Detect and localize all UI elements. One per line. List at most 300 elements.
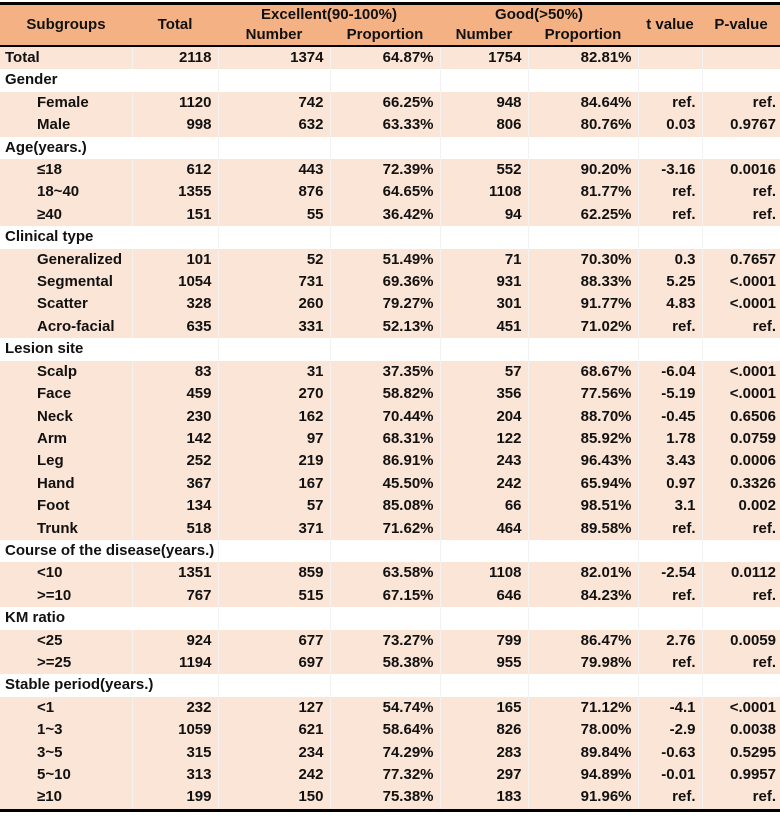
total-cell: 1355 xyxy=(132,181,218,203)
excellent-number-cell: 859 xyxy=(218,562,330,584)
excellent-proportion-cell: 58.64% xyxy=(330,719,440,741)
t-value-cell: -0.01 xyxy=(638,764,702,786)
total-cell: 101 xyxy=(132,249,218,271)
good-number-cell: 243 xyxy=(440,450,528,472)
table-row xyxy=(0,316,780,338)
p-value-cell: 0.9767 xyxy=(702,114,780,136)
p-value-cell: <.0001 xyxy=(702,383,780,405)
excellent-number-cell: 331 xyxy=(218,316,330,338)
excellent-number-cell: 270 xyxy=(218,383,330,405)
excellent-proportion-cell: 64.65% xyxy=(330,181,440,203)
good-proportion-cell: 88.70% xyxy=(528,406,638,428)
t-value-cell: 0.03 xyxy=(638,114,702,136)
good-number-cell: 66 xyxy=(440,495,528,517)
row-label: Leg xyxy=(37,452,64,470)
good-proportion-cell: 70.30% xyxy=(528,249,638,271)
good-proportion-cell: 79.98% xyxy=(528,652,638,674)
table-row xyxy=(0,562,780,584)
total-cell: 83 xyxy=(132,361,218,383)
p-value-cell: 0.7657 xyxy=(702,249,780,271)
p-value-cell: 0.002 xyxy=(702,495,780,517)
row-label: Generalized xyxy=(37,250,123,268)
excellent-proportion-cell: 58.38% xyxy=(330,652,440,674)
row-label: Scalp xyxy=(37,362,78,380)
excellent-proportion-cell: 68.31% xyxy=(330,428,440,450)
empty-cell xyxy=(330,338,440,360)
empty-cell xyxy=(218,540,330,562)
table-row xyxy=(0,159,780,181)
header-row-groups xyxy=(0,4,780,26)
excellent-number-cell: 876 xyxy=(218,181,330,203)
empty-cell xyxy=(440,69,528,91)
row-label: ≥40 xyxy=(37,205,62,223)
good-number-cell: 356 xyxy=(440,383,528,405)
good-number-cell: 165 xyxy=(440,697,528,719)
total-cell: 313 xyxy=(132,764,218,786)
total-cell: 635 xyxy=(132,316,218,338)
excellent-number-cell: 697 xyxy=(218,652,330,674)
empty-cell xyxy=(440,137,528,159)
good-proportion-cell: 94.89% xyxy=(528,764,638,786)
table-row xyxy=(0,92,780,114)
row-label: Arm xyxy=(37,429,68,447)
total-cell: 2118 xyxy=(132,46,218,69)
section-label: Course of the disease(years.) xyxy=(5,541,215,559)
col-header-subgroups: Subgroups xyxy=(0,4,132,47)
empty-cell xyxy=(638,540,702,562)
empty-cell xyxy=(528,137,638,159)
t-value-cell: ref. xyxy=(638,518,702,540)
excellent-number-cell: 242 xyxy=(218,764,330,786)
table-row xyxy=(0,114,780,136)
total-cell: 230 xyxy=(132,406,218,428)
total-cell: 1059 xyxy=(132,719,218,741)
p-value-cell: 0.0059 xyxy=(702,630,780,652)
empty-cell xyxy=(330,137,440,159)
empty-cell xyxy=(440,338,528,360)
t-value-cell: 4.83 xyxy=(638,293,702,315)
excellent-proportion-cell: 77.32% xyxy=(330,764,440,786)
t-value-cell: 0.97 xyxy=(638,473,702,495)
excellent-proportion-cell: 86.91% xyxy=(330,450,440,472)
table-row xyxy=(0,181,780,203)
row-label: 18~40 xyxy=(37,183,80,201)
row-label: Neck xyxy=(37,407,73,425)
excellent-number-cell: 52 xyxy=(218,249,330,271)
good-number-cell: 204 xyxy=(440,406,528,428)
t-value-cell: ref. xyxy=(638,585,702,607)
col-header-excellent-proportion: Proportion xyxy=(330,25,440,46)
good-proportion-cell: 89.58% xyxy=(528,518,638,540)
good-proportion-cell: 91.96% xyxy=(528,786,638,810)
empty-cell xyxy=(440,540,528,562)
excellent-number-cell: 219 xyxy=(218,450,330,472)
t-value-cell: ref. xyxy=(638,786,702,810)
excellent-number-cell: 677 xyxy=(218,630,330,652)
good-proportion-cell: 89.84% xyxy=(528,742,638,764)
row-label: Male xyxy=(37,116,71,134)
section-row xyxy=(0,226,780,248)
excellent-proportion-cell: 63.58% xyxy=(330,562,440,584)
p-value-cell: 0.0016 xyxy=(702,159,780,181)
t-value-cell: 0.3 xyxy=(638,249,702,271)
table-row xyxy=(0,46,780,69)
excellent-number-cell: 97 xyxy=(218,428,330,450)
excellent-proportion-cell: 64.87% xyxy=(330,46,440,69)
good-proportion-cell: 86.47% xyxy=(528,630,638,652)
total-cell: 315 xyxy=(132,742,218,764)
total-cell: 459 xyxy=(132,383,218,405)
empty-cell xyxy=(528,607,638,629)
excellent-number-cell: 234 xyxy=(218,742,330,764)
good-number-cell: 1108 xyxy=(440,562,528,584)
good-number-cell: 826 xyxy=(440,719,528,741)
excellent-proportion-cell: 58.82% xyxy=(330,383,440,405)
excellent-number-cell: 1374 xyxy=(218,46,330,69)
row-label: Acro-facial xyxy=(37,317,115,335)
excellent-proportion-cell: 51.49% xyxy=(330,249,440,271)
good-proportion-cell: 77.56% xyxy=(528,383,638,405)
t-value-cell: -5.19 xyxy=(638,383,702,405)
table-row xyxy=(0,383,780,405)
good-number-cell: 57 xyxy=(440,361,528,383)
empty-cell xyxy=(638,226,702,248)
t-value-cell: -4.1 xyxy=(638,697,702,719)
empty-cell xyxy=(218,338,330,360)
excellent-number-cell: 167 xyxy=(218,473,330,495)
table-row xyxy=(0,764,780,786)
empty-cell xyxy=(218,226,330,248)
total-cell: 142 xyxy=(132,428,218,450)
empty-cell xyxy=(702,674,780,696)
good-number-cell: 242 xyxy=(440,473,528,495)
good-number-cell: 183 xyxy=(440,786,528,810)
excellent-number-cell: 742 xyxy=(218,92,330,114)
col-header-good-group: Good(>50%) xyxy=(440,4,638,26)
excellent-proportion-cell: 36.42% xyxy=(330,204,440,226)
empty-cell xyxy=(638,137,702,159)
section-row xyxy=(0,69,780,91)
section-row xyxy=(0,607,780,629)
total-cell: 1120 xyxy=(132,92,218,114)
excellent-number-cell: 515 xyxy=(218,585,330,607)
excellent-proportion-cell: 37.35% xyxy=(330,361,440,383)
t-value-cell: 5.25 xyxy=(638,271,702,293)
p-value-cell xyxy=(702,46,780,69)
good-number-cell: 948 xyxy=(440,92,528,114)
p-value-cell: 0.5295 xyxy=(702,742,780,764)
empty-cell xyxy=(638,674,702,696)
t-value-cell: -6.04 xyxy=(638,361,702,383)
row-label: Trunk xyxy=(37,519,78,537)
t-value-cell: ref. xyxy=(638,181,702,203)
total-cell: 151 xyxy=(132,204,218,226)
empty-cell xyxy=(440,607,528,629)
total-cell: 924 xyxy=(132,630,218,652)
subgroup-results-table xyxy=(0,2,780,812)
row-label: 3~5 xyxy=(37,743,63,761)
col-header-good-proportion: Proportion xyxy=(528,25,638,46)
t-value-cell: 3.1 xyxy=(638,495,702,517)
excellent-proportion-cell: 79.27% xyxy=(330,293,440,315)
col-header-t-value: t value xyxy=(638,4,702,47)
excellent-proportion-cell: 70.44% xyxy=(330,406,440,428)
excellent-number-cell: 632 xyxy=(218,114,330,136)
table-row xyxy=(0,518,780,540)
empty-cell xyxy=(528,338,638,360)
t-value-cell: -0.63 xyxy=(638,742,702,764)
good-proportion-cell: 98.51% xyxy=(528,495,638,517)
p-value-cell: ref. xyxy=(702,585,780,607)
total-cell: 767 xyxy=(132,585,218,607)
good-proportion-cell: 71.12% xyxy=(528,697,638,719)
good-proportion-cell: 88.33% xyxy=(528,271,638,293)
p-value-cell: ref. xyxy=(702,181,780,203)
good-proportion-cell: 85.92% xyxy=(528,428,638,450)
row-label: <10 xyxy=(37,564,63,582)
empty-cell xyxy=(218,607,330,629)
total-cell: 1194 xyxy=(132,652,218,674)
table-row xyxy=(0,204,780,226)
total-cell: 367 xyxy=(132,473,218,495)
table-row xyxy=(0,428,780,450)
total-cell: 998 xyxy=(132,114,218,136)
table-row xyxy=(0,450,780,472)
excellent-number-cell: 127 xyxy=(218,697,330,719)
table-row xyxy=(0,630,780,652)
total-cell: 518 xyxy=(132,518,218,540)
t-value-cell xyxy=(638,46,702,69)
excellent-number-cell: 55 xyxy=(218,204,330,226)
good-proportion-cell: 84.23% xyxy=(528,585,638,607)
section-label: Clinical type xyxy=(5,228,94,246)
empty-cell xyxy=(218,137,330,159)
total-cell: 328 xyxy=(132,293,218,315)
good-number-cell: 94 xyxy=(440,204,528,226)
section-row xyxy=(0,137,780,159)
good-proportion-cell: 82.01% xyxy=(528,562,638,584)
empty-cell xyxy=(702,69,780,91)
table-header xyxy=(0,4,780,47)
p-value-cell: ref. xyxy=(702,92,780,114)
good-number-cell: 283 xyxy=(440,742,528,764)
section-row xyxy=(0,338,780,360)
p-value-cell: 0.6506 xyxy=(702,406,780,428)
table-row xyxy=(0,406,780,428)
table-row xyxy=(0,742,780,764)
excellent-proportion-cell: 71.62% xyxy=(330,518,440,540)
good-proportion-cell: 96.43% xyxy=(528,450,638,472)
row-label: 5~10 xyxy=(37,766,71,783)
t-value-cell: ref. xyxy=(638,652,702,674)
excellent-number-cell: 150 xyxy=(218,786,330,810)
empty-cell xyxy=(218,69,330,91)
p-value-cell: ref. xyxy=(702,652,780,674)
section-label: Stable period(years.) xyxy=(5,676,154,694)
row-label: <25 xyxy=(37,631,63,649)
table-row xyxy=(0,271,780,293)
excellent-proportion-cell: 74.29% xyxy=(330,742,440,764)
excellent-proportion-cell: 69.36% xyxy=(330,271,440,293)
empty-cell xyxy=(330,69,440,91)
empty-cell xyxy=(702,338,780,360)
good-number-cell: 464 xyxy=(440,518,528,540)
excellent-number-cell: 621 xyxy=(218,719,330,741)
table-row xyxy=(0,585,780,607)
section-row xyxy=(0,540,780,562)
p-value-cell: 0.0006 xyxy=(702,450,780,472)
table-row xyxy=(0,495,780,517)
p-value-cell: <.0001 xyxy=(702,293,780,315)
t-value-cell: ref. xyxy=(638,204,702,226)
good-number-cell: 552 xyxy=(440,159,528,181)
section-label: Age(years.) xyxy=(5,138,87,156)
p-value-cell: 0.0759 xyxy=(702,428,780,450)
total-cell: 199 xyxy=(132,786,218,810)
t-value-cell: 1.78 xyxy=(638,428,702,450)
t-value-cell: 3.43 xyxy=(638,450,702,472)
excellent-proportion-cell: 54.74% xyxy=(330,697,440,719)
t-value-cell: -2.54 xyxy=(638,562,702,584)
good-number-cell: 955 xyxy=(440,652,528,674)
good-number-cell: 1754 xyxy=(440,46,528,69)
p-value-cell: ref. xyxy=(702,204,780,226)
good-number-cell: 1108 xyxy=(440,181,528,203)
good-proportion-cell: 82.81% xyxy=(528,46,638,69)
good-proportion-cell: 80.76% xyxy=(528,114,638,136)
row-label: Scatter xyxy=(37,295,88,313)
excellent-number-cell: 31 xyxy=(218,361,330,383)
p-value-cell: ref. xyxy=(702,518,780,540)
excellent-number-cell: 371 xyxy=(218,518,330,540)
empty-cell xyxy=(528,226,638,248)
row-label: Hand xyxy=(37,474,75,492)
good-proportion-cell: 78.00% xyxy=(528,719,638,741)
good-number-cell: 451 xyxy=(440,316,528,338)
t-value-cell: ref. xyxy=(638,92,702,114)
good-proportion-cell: 62.25% xyxy=(528,204,638,226)
table-row xyxy=(0,786,780,810)
empty-cell xyxy=(440,674,528,696)
total-cell: 1351 xyxy=(132,562,218,584)
excellent-proportion-cell: 73.27% xyxy=(330,630,440,652)
good-number-cell: 806 xyxy=(440,114,528,136)
good-number-cell: 799 xyxy=(440,630,528,652)
empty-cell xyxy=(330,540,440,562)
empty-cell xyxy=(702,137,780,159)
excellent-proportion-cell: 72.39% xyxy=(330,159,440,181)
col-header-excellent-number: Number xyxy=(218,25,330,46)
good-proportion-cell: 68.67% xyxy=(528,361,638,383)
section-label: KM ratio xyxy=(5,609,65,627)
p-value-cell: 0.0112 xyxy=(702,562,780,584)
table-row xyxy=(0,249,780,271)
row-label: Foot xyxy=(37,497,70,515)
row-label: Face xyxy=(37,385,72,403)
empty-cell xyxy=(528,674,638,696)
table-body xyxy=(0,46,780,810)
col-header-excellent-group: Excellent(90-100%) xyxy=(218,4,440,26)
p-value-cell: 0.3326 xyxy=(702,473,780,495)
total-cell: 252 xyxy=(132,450,218,472)
empty-cell xyxy=(702,540,780,562)
excellent-proportion-cell: 66.25% xyxy=(330,92,440,114)
table-row xyxy=(0,293,780,315)
good-proportion-cell: 65.94% xyxy=(528,473,638,495)
table-row xyxy=(0,652,780,674)
row-label: Female xyxy=(37,93,89,111)
table-row xyxy=(0,719,780,741)
excellent-proportion-cell: 45.50% xyxy=(330,473,440,495)
excellent-proportion-cell: 63.33% xyxy=(330,114,440,136)
empty-cell xyxy=(702,226,780,248)
table-row xyxy=(0,697,780,719)
t-value-cell: 2.76 xyxy=(638,630,702,652)
total-cell: 612 xyxy=(132,159,218,181)
p-value-cell: ref. xyxy=(702,786,780,810)
section-label: Gender xyxy=(5,71,58,89)
excellent-proportion-cell: 85.08% xyxy=(330,495,440,517)
empty-cell xyxy=(638,607,702,629)
excellent-proportion-cell: 52.13% xyxy=(330,316,440,338)
row-label: >=25 xyxy=(37,653,72,671)
p-value-cell: 0.0038 xyxy=(702,719,780,741)
excellent-number-cell: 731 xyxy=(218,271,330,293)
t-value-cell: -3.16 xyxy=(638,159,702,181)
p-value-cell: <.0001 xyxy=(702,361,780,383)
good-number-cell: 301 xyxy=(440,293,528,315)
good-proportion-cell: 81.77% xyxy=(528,181,638,203)
good-proportion-cell: 90.20% xyxy=(528,159,638,181)
empty-cell xyxy=(330,674,440,696)
empty-cell xyxy=(440,226,528,248)
row-label: 1~3 xyxy=(37,721,63,739)
row-label: Segmental xyxy=(37,273,113,291)
good-proportion-cell: 84.64% xyxy=(528,92,638,114)
good-proportion-cell: 71.02% xyxy=(528,316,638,338)
row-label: <1 xyxy=(37,698,55,716)
empty-cell xyxy=(330,607,440,629)
total-cell: 232 xyxy=(132,697,218,719)
t-value-cell: ref. xyxy=(638,316,702,338)
row-label: ≥10 xyxy=(37,788,62,806)
col-header-total: Total xyxy=(132,4,218,47)
table-row xyxy=(0,473,780,495)
empty-cell xyxy=(528,540,638,562)
excellent-number-cell: 57 xyxy=(218,495,330,517)
good-number-cell: 297 xyxy=(440,764,528,786)
empty-cell xyxy=(330,226,440,248)
good-proportion-cell: 91.77% xyxy=(528,293,638,315)
p-value-cell: 0.9957 xyxy=(702,764,780,786)
excellent-number-cell: 443 xyxy=(218,159,330,181)
total-cell: 134 xyxy=(132,495,218,517)
excellent-number-cell: 260 xyxy=(218,293,330,315)
p-value-cell: ref. xyxy=(702,316,780,338)
good-number-cell: 122 xyxy=(440,428,528,450)
good-number-cell: 646 xyxy=(440,585,528,607)
empty-cell xyxy=(638,69,702,91)
t-value-cell: -0.45 xyxy=(638,406,702,428)
p-value-cell: <.0001 xyxy=(702,271,780,293)
section-row xyxy=(0,674,780,696)
excellent-proportion-cell: 67.15% xyxy=(330,585,440,607)
good-number-cell: 71 xyxy=(440,249,528,271)
excellent-number-cell: 162 xyxy=(218,406,330,428)
excellent-proportion-cell: 75.38% xyxy=(330,786,440,810)
p-value-cell: <.0001 xyxy=(702,697,780,719)
row-label: Total xyxy=(5,49,40,66)
